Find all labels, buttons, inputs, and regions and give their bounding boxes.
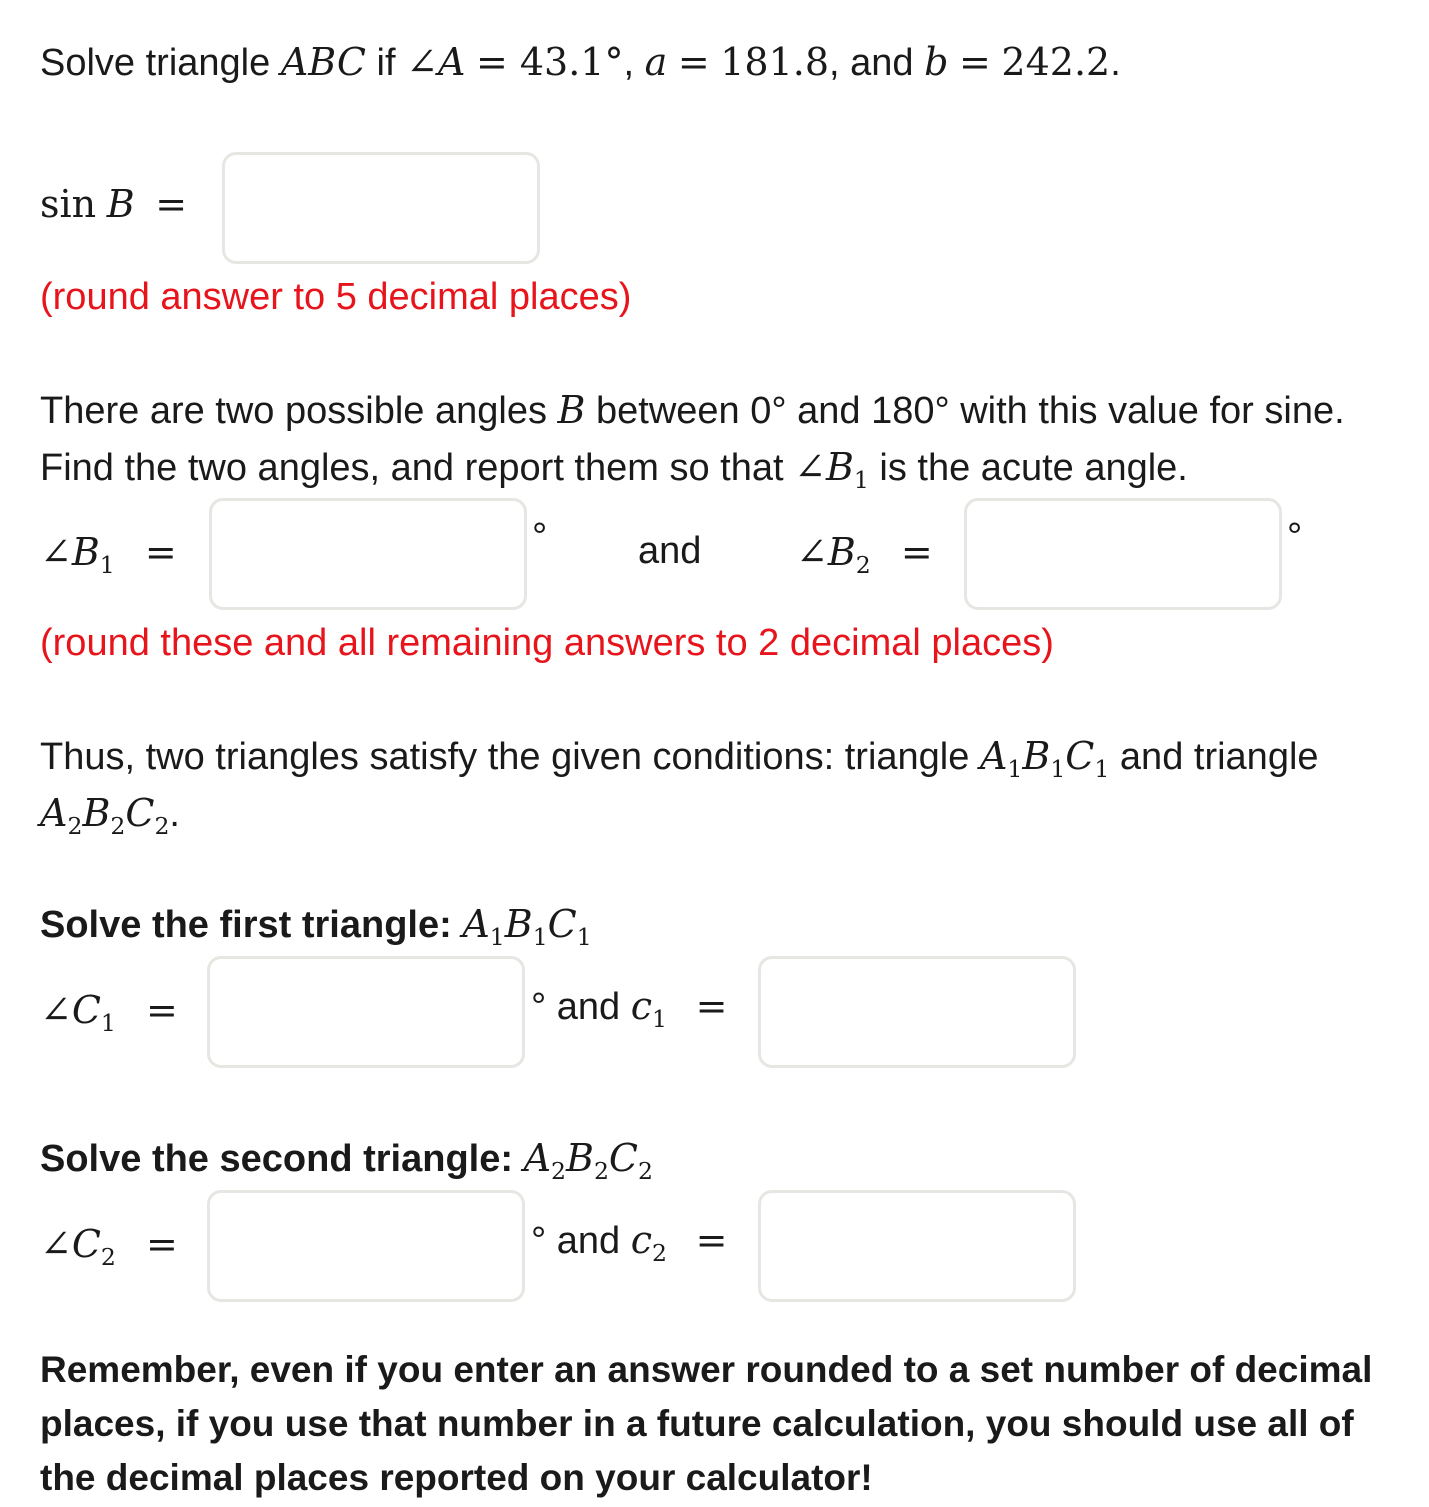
b-row-and: and [638, 530, 702, 572]
two-angles-var: B [557, 388, 586, 432]
side-a-label: a [644, 40, 668, 84]
side-a-value: 181.8 [720, 40, 830, 84]
angles-hint: (round these and all remaining answers to 2 decimal places) [40, 622, 1054, 664]
two-angles-text2: between 0° and 180° with this value for sine. Find the two angles, and report them so that [40, 390, 1345, 489]
b1-label-text: ∠B [40, 530, 100, 574]
two-angles-paragraph [40, 382, 1410, 496]
b2-input[interactable] [964, 498, 1282, 610]
first-triangle-heading [40, 902, 592, 952]
second-heading-triangle: $A_2B_2C_2$ [523, 1136, 653, 1186]
thus-text2: triangle [1193, 736, 1319, 778]
reminder-note: Remember, even if you enter an answer rounded to a set number of decimal places, if you use that number in a future calculation, you should use all of the decimal places reported on your calculator! [40, 1349, 1373, 1498]
angle-symbol: ∠ [406, 40, 438, 84]
triangle-name: ABC [280, 40, 366, 84]
b1-label: $\angle B_1$ = [40, 530, 177, 580]
c1-side-label: $c_1$ [630, 984, 668, 1034]
c1-degree: ° [531, 986, 547, 1028]
c1-angle-input[interactable] [207, 956, 525, 1068]
sin-var: B [106, 182, 135, 226]
sin-eq: = [155, 182, 188, 226]
first-heading-text: Solve the first triangle: [40, 904, 452, 946]
thus-paragraph: Thus, two triangles satisfy the given conditions: triangle $A_1B_1C_1$ and triangle $A_2B_2C_2$. [40, 734, 1319, 841]
b2-label-sub: 2 [855, 551, 871, 580]
b1-label-sub: 1 [99, 551, 115, 580]
c2-label: $\angle C_2$ = [40, 1222, 178, 1272]
angle-var: A [437, 40, 466, 84]
b1-ref: ∠B [794, 445, 854, 489]
b1-degree: ° [532, 516, 548, 558]
sin-b-hint: (round answer to 5 decimal places) [40, 276, 632, 318]
b2-degree: ° [1287, 516, 1303, 558]
first-heading-triangle: $A_1B_1C_1$ [462, 902, 592, 952]
side-b-value: 242.2 [1001, 40, 1111, 84]
c1-label-sub: 1 [100, 1009, 116, 1038]
second-heading-text: Solve the second triangle: [40, 1138, 513, 1180]
thus-text1: Thus, two triangles satisfy the given conditions: triangle [40, 736, 970, 778]
problem-and: and [850, 42, 914, 84]
problem-if: if [376, 42, 396, 84]
c2-angle-input[interactable] [207, 1190, 525, 1302]
b2-label-text: ∠B [796, 530, 856, 574]
problem-statement: Solve triangle ABC if ∠A = 43.1°, a = 181.8, and b = 242.2. [40, 40, 1121, 84]
c1-label-text: ∠C [40, 988, 101, 1032]
two-angles-text3: is the acute angle. [879, 447, 1188, 489]
problem-prefix: Solve triangle [40, 42, 271, 84]
triangle-1-name: $A_1B_1C_1$ [979, 734, 1110, 784]
c2-degree-and: ° and $c_2$ = [531, 1218, 728, 1268]
two-angles-text1: There are two possible angles [40, 390, 547, 432]
b1-input[interactable] [209, 498, 527, 610]
c2-side-input[interactable] [758, 1190, 1076, 1302]
c2-degree: ° [531, 1220, 547, 1262]
c1-degree-and: ° and $c_1$ = [531, 984, 728, 1034]
c2-label-text: ∠C [40, 1222, 101, 1266]
equals-sign: = [475, 40, 520, 84]
sin-b-label [40, 182, 187, 227]
c2-side-label: $c_2$ [630, 1218, 668, 1268]
triangle-2-name: $A_2B_2C_2$ [40, 791, 170, 841]
c2-label-sub: 2 [100, 1243, 116, 1272]
c1-side-input[interactable] [758, 956, 1076, 1068]
thus-and: and [1119, 736, 1184, 778]
c1-and: and [556, 986, 621, 1028]
angle-a-value: 43.1° [519, 40, 624, 84]
sin-b-input[interactable] [222, 152, 540, 264]
second-triangle-heading [40, 1136, 653, 1186]
sin-fn: sin [40, 182, 97, 226]
side-b-label: b [924, 40, 949, 84]
b2-label: $\angle B_2$ = [796, 530, 933, 580]
c1-label: $\angle C_1$ = [40, 988, 178, 1038]
c2-and: and [556, 1220, 621, 1262]
b1-ref-sub: 1 [853, 466, 869, 495]
